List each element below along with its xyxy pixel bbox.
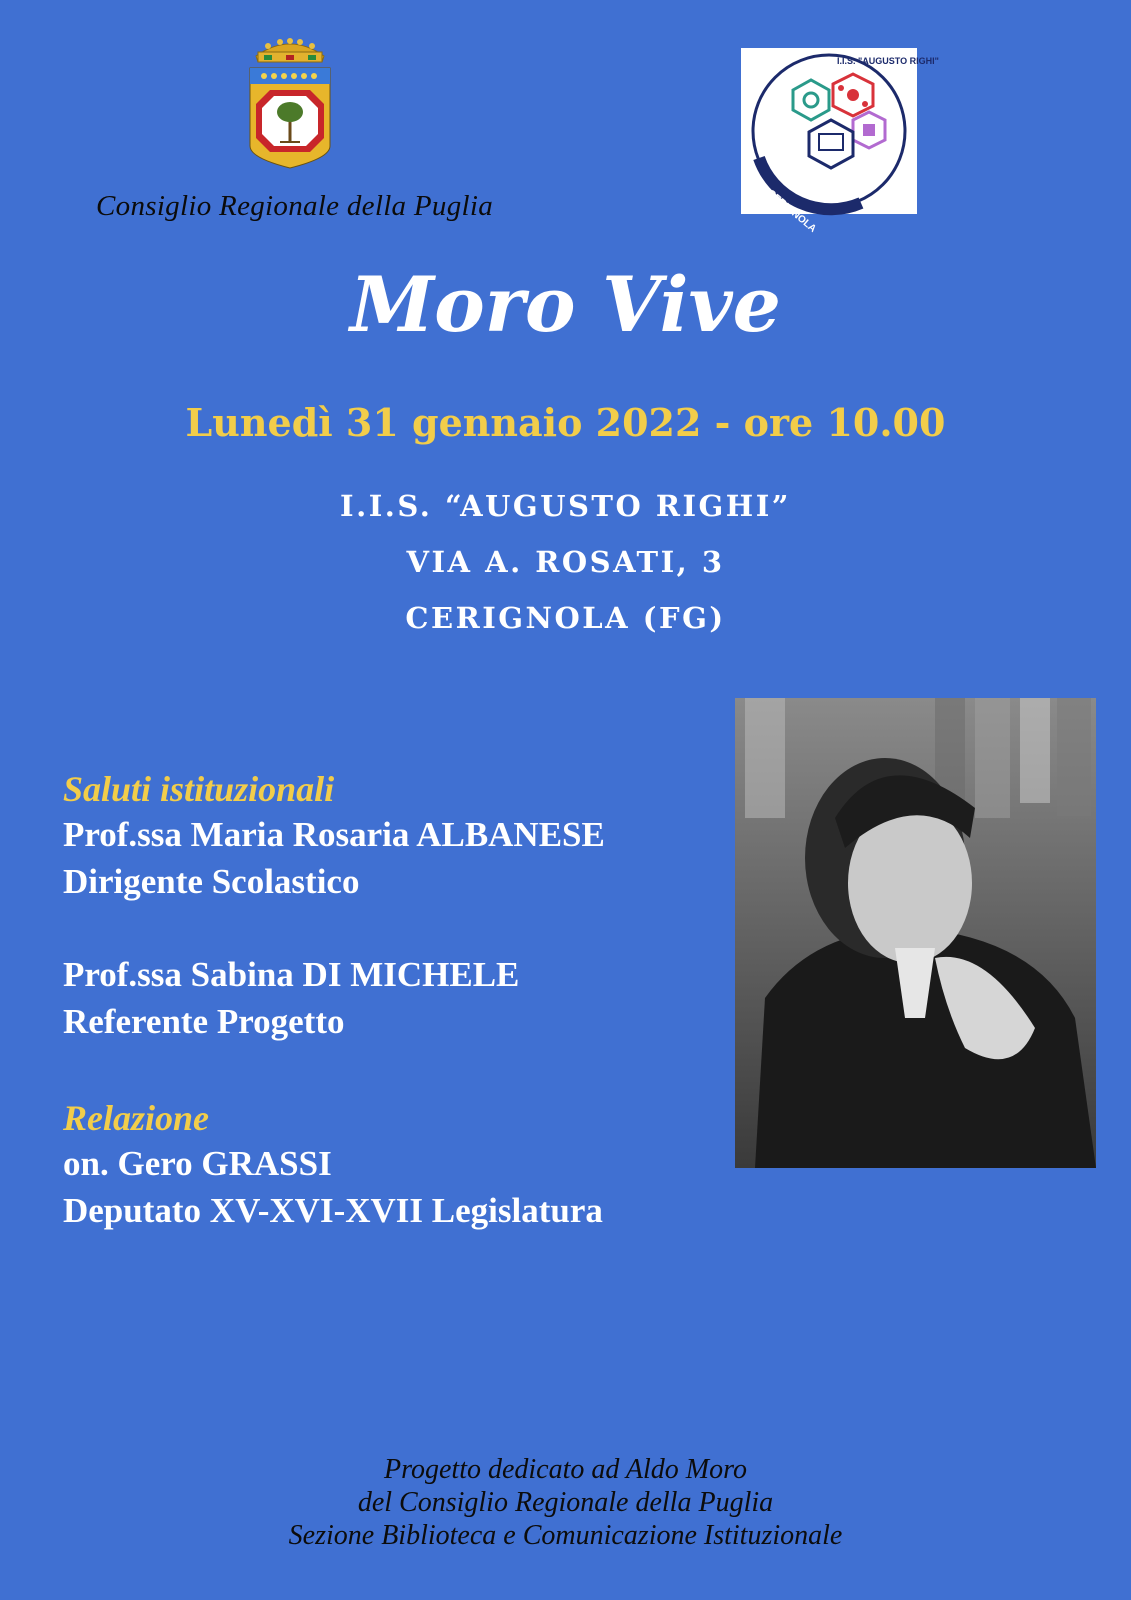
greetings-label: Saluti istituzionali: [63, 769, 335, 809]
event-title: Moro Vive: [349, 260, 782, 349]
venue-address: VIA A. ROSATI, 3: [406, 545, 725, 579]
venue-city: CERIGNOLA (FG): [405, 601, 726, 635]
portrait-photo: [735, 698, 1096, 1168]
school-logo-bottom-text: CERIGNOLA: [765, 187, 819, 235]
school-logo-top-text: I.I.S. "AUGUSTO RIGHI": [837, 56, 939, 66]
speaker3-role: Deputato XV-XVI-XVII Legislatura: [63, 1191, 603, 1230]
report-label: Relazione: [63, 1098, 210, 1138]
school-logo: [741, 48, 939, 235]
speaker1-name: Prof.ssa Maria Rosaria ALBANESE: [63, 815, 605, 854]
footer-line2: del Consiglio Regionale della Puglia: [357, 1487, 774, 1518]
speaker3-name: on. Gero GRASSI: [63, 1144, 332, 1183]
footer-line3: Sezione Biblioteca e Comunicazione Istituzionale: [288, 1520, 843, 1551]
regional-emblem-icon: [248, 34, 332, 170]
event-date: Lunedì 31 gennaio 2022 - ore 10.00: [185, 400, 946, 445]
school-logo-icon: [741, 48, 939, 235]
council-name: Consiglio Regionale della Puglia: [96, 190, 494, 222]
speaker2-name: Prof.ssa Sabina DI MICHELE: [63, 955, 520, 994]
speaker1-role: Dirigente Scolastico: [63, 862, 360, 901]
speaker2-role: Referente Progetto: [63, 1002, 345, 1041]
venue-name: I.I.S. “AUGUSTO RIGHI”: [340, 489, 791, 523]
footer-line1: Progetto dedicato ad Aldo Moro: [384, 1454, 747, 1485]
